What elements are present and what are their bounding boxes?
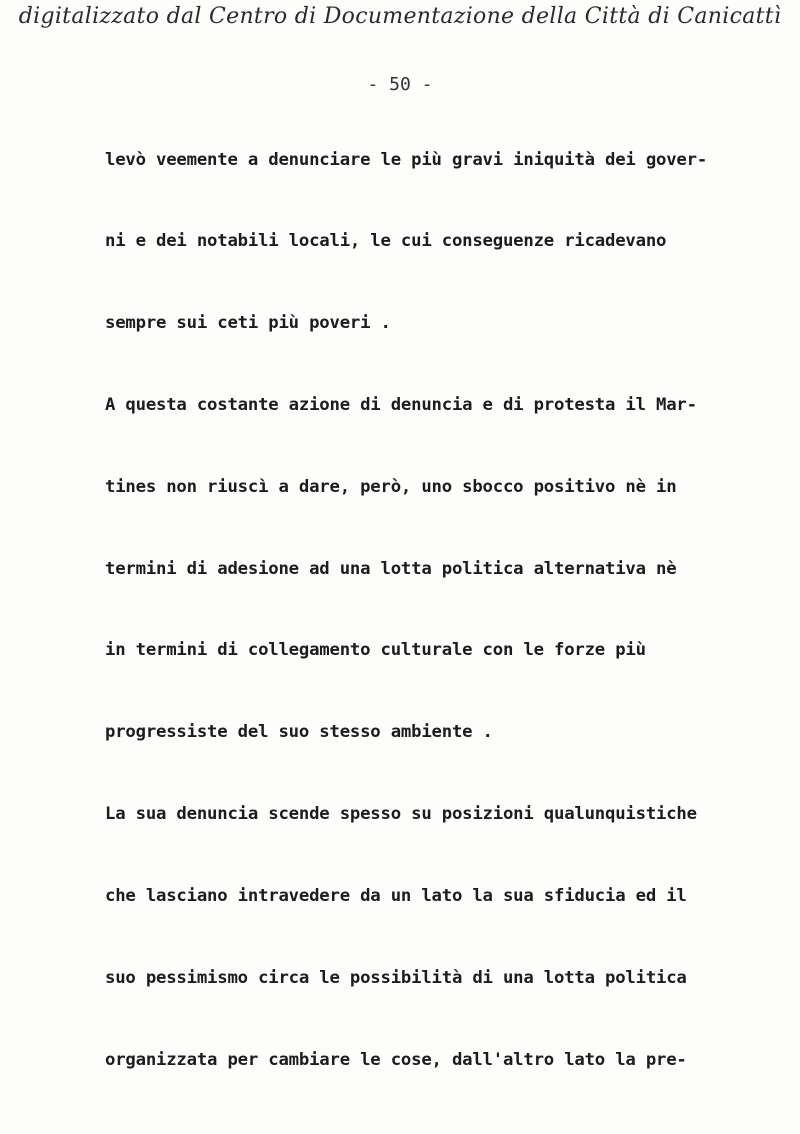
text-line-11: suo pessimismo circa le possibilità di una lotta politica bbox=[105, 968, 687, 988]
text-line-8: progressiste del suo stesso ambiente . bbox=[105, 722, 493, 742]
text-line-4: A questa costante azione di denuncia e di protesta il Mar- bbox=[105, 395, 697, 415]
text-line-2: ni e dei notabili locali, le cui conseguenze ricadevano bbox=[105, 231, 667, 251]
text-line-10: che lasciano intravedere da un lato la sua sfiducia ed il bbox=[105, 886, 687, 906]
digitization-watermark: digitalizzato dal Centro di Documentazione della Città di Canicattì bbox=[18, 4, 782, 29]
text-line-5: tines non riuscì a dare, però, uno sbocco positivo nè in bbox=[105, 477, 677, 497]
text-line-6: termini di adesione ad una lotta politica alternativa nè bbox=[105, 559, 677, 579]
text-line-3: sempre sui ceti più poveri . bbox=[105, 313, 391, 333]
page-number: - 50 - bbox=[367, 74, 433, 95]
text-line-12: organizzata per cambiare le cose, dall'altro lato la pre- bbox=[105, 1050, 687, 1070]
text-line-1: levò veemente a denunciare le più gravi iniquità dei gover- bbox=[105, 150, 708, 170]
text-line-7: in termini di collegamento culturale con le forze più bbox=[105, 640, 646, 660]
text-line-9: La sua denuncia scende spesso su posizioni qualunquistiche bbox=[105, 804, 697, 824]
